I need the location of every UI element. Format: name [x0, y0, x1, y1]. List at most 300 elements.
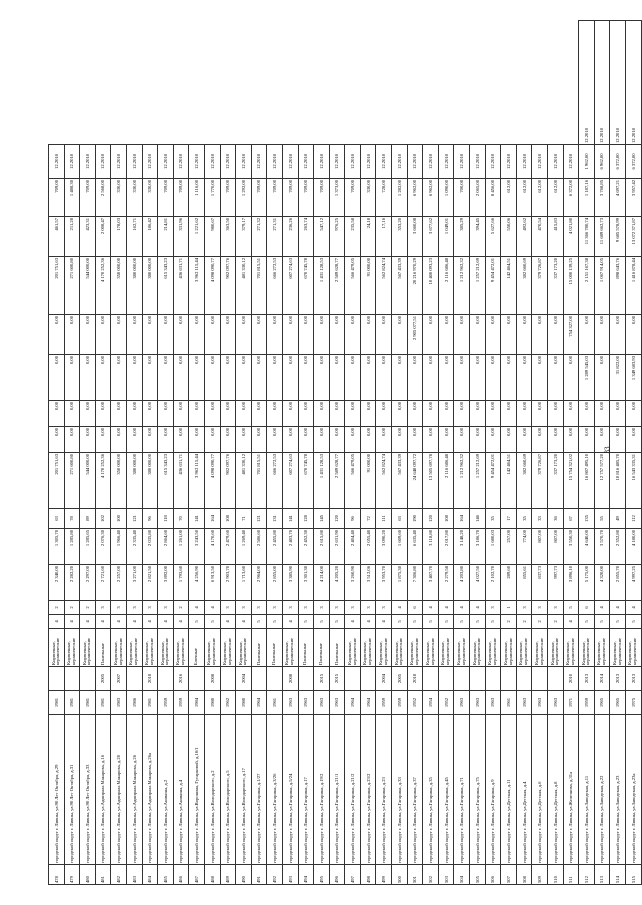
table-cell: 709,00 — [267, 179, 283, 217]
table-cell: 271 600,80 — [64, 453, 80, 509]
table-cell: 4 021,80 — [563, 217, 579, 257]
table-cell: 24 648 097,72 — [407, 453, 423, 509]
table-cell: городской округ г. Ливны, ул.Гагарина, д.3/26 — [267, 715, 283, 865]
table-cell: 1 212 962,32 — [454, 257, 470, 315]
table-cell: 461,57 — [49, 217, 65, 257]
table-cell: 4 — [282, 615, 298, 629]
table-cell: Кирпичные, керамические — [345, 629, 361, 667]
table-cell: 330,00 — [360, 179, 376, 217]
table-cell: 235,58 — [345, 217, 361, 257]
table-row — [126, 21, 142, 885]
table-cell: 2 282,20 — [64, 565, 80, 601]
table-cell: 4 697,21 — [610, 179, 626, 217]
rotated-table — [48, 20, 638, 885]
table-cell — [532, 667, 548, 691]
table-cell: 1963 — [470, 691, 486, 715]
table-cell: 1964 — [251, 691, 267, 715]
table-cell: 0,00 — [126, 355, 142, 401]
table-cell: 0,00 — [314, 355, 330, 401]
table-cell: 0,00 — [376, 355, 392, 401]
table-cell: 4 203,80 — [454, 565, 470, 601]
table-row — [189, 21, 205, 885]
table-cell: 12.2018 — [423, 145, 439, 179]
table-cell: 380 000,00 — [126, 453, 142, 509]
table-cell: 201 751,63 — [49, 257, 65, 315]
table-cell: 6 372,00 — [610, 145, 626, 179]
table-cell: 2016 — [173, 667, 189, 691]
table-cell: 0,00 — [298, 315, 314, 355]
table-cell: 4 256,90 — [189, 565, 205, 601]
table-cell: 5 — [267, 615, 283, 629]
table-cell: 2010 — [563, 667, 579, 691]
table-cell: 3 — [95, 601, 111, 615]
table-cell: 0,00 — [220, 401, 236, 427]
table-cell: городской округ г. Ливны, ул.Адмирала Макарова, д.20 — [111, 715, 127, 865]
table-cell: 146 — [470, 509, 486, 529]
table-cell: Кирпичные, керамические — [220, 629, 236, 667]
table-cell: 3 090,20 — [376, 529, 392, 565]
table-cell: 0,00 — [423, 355, 439, 401]
table-cell: 3 550,30 — [563, 529, 579, 565]
table-cell: 1 488,30 — [64, 179, 80, 217]
table-cell: городской округ г. Ливны, ул.Детская, д.8 — [548, 715, 564, 865]
table-cell: 71 — [236, 509, 252, 529]
table-cell: 0,00 — [579, 401, 595, 427]
table-cell: 2 076,30 — [95, 529, 111, 565]
table-cell: 1965 — [594, 691, 610, 715]
table-cell: 1963 — [548, 691, 564, 715]
table-cell: 12.2018 — [501, 145, 517, 179]
table-cell: 0,00 — [516, 427, 532, 453]
table-cell: 5 — [438, 615, 454, 629]
table-cell — [64, 667, 80, 691]
table-cell: 164 — [204, 509, 220, 529]
table-cell: 12.2018 — [298, 145, 314, 179]
table-cell: 100 — [111, 509, 127, 529]
table-cell: 3 — [251, 601, 267, 615]
table-cell: 3 677,62 — [423, 217, 439, 257]
table-cell: 0,00 — [189, 427, 205, 453]
table-cell: 709,00 — [49, 179, 65, 217]
table-cell: 4 170,60 — [204, 529, 220, 565]
table-row — [392, 21, 408, 885]
table-cell: 5 — [329, 615, 345, 629]
table-cell: 6 962,00 — [423, 179, 439, 217]
table-cell: 4 — [189, 601, 205, 615]
table-row — [220, 21, 236, 885]
table-cell: 16 543 335,31 — [625, 453, 641, 509]
table-cell: 1952 — [407, 691, 423, 715]
table-cell: Кирпичные, керамические — [516, 629, 532, 667]
table-row — [158, 21, 174, 885]
table-cell: 271,31 — [267, 217, 283, 257]
table-cell: городской округ г. Ливны, ул.Аникина, д.4 — [173, 715, 189, 865]
table-cell: 289,60 — [501, 565, 517, 601]
table-cell: 5 — [423, 615, 439, 629]
table-cell — [454, 667, 470, 691]
table-cell: городской округ г. Ливны, ул.Заводская, д.22 — [594, 715, 610, 865]
table-cell: 7 306,80 — [407, 565, 423, 601]
table-cell: 5 — [610, 615, 626, 629]
table-cell: 6 635,40 — [407, 529, 423, 565]
table-cell: 0,00 — [376, 315, 392, 355]
table-cell: 0,00 — [594, 315, 610, 355]
table-cell: 0,00 — [548, 315, 564, 355]
table-cell: 547,12 — [314, 217, 330, 257]
table-cell: городской округ г. Ливны, ул.Гагарина, д.71 — [454, 715, 470, 865]
table-cell: 13 072 371,87 — [625, 217, 641, 257]
table-cell: 0,00 — [173, 427, 189, 453]
table-cell: 0,00 — [111, 401, 127, 427]
table-cell: 4 — [345, 615, 361, 629]
table-cell: городской округ г. Ливны, ул.Гагарина, д.21/1 — [329, 715, 345, 865]
table-cell: 4 — [423, 601, 439, 615]
table-cell: 495 — [314, 865, 330, 885]
table-cell: 2 479,60 — [220, 529, 236, 565]
table-cell: 0,00 — [204, 315, 220, 355]
table-cell: 2008 — [204, 667, 220, 691]
table-cell: 0,00 — [329, 401, 345, 427]
table-cell: 754 327,00 — [563, 315, 579, 355]
table-cell: 0,00 — [532, 355, 548, 401]
table-cell: 4 170 252,36 — [95, 257, 111, 315]
table-cell: 0,00 — [111, 315, 127, 355]
table-cell: 612,00 — [501, 179, 517, 217]
table-cell: 492 — [267, 865, 283, 885]
table-row — [267, 21, 283, 885]
table-cell: 190 — [407, 509, 423, 529]
table-cell: 5 — [407, 615, 423, 629]
table-cell: 615 343,23 — [158, 257, 174, 315]
table-cell: 5 — [314, 615, 330, 629]
table-cell: Кирпичные, керамические — [548, 629, 564, 667]
table-cell: 1984 — [189, 691, 205, 715]
table-cell: городской округ г. Ливны, ул.Воронина, Гусарковой, д.10/1 — [189, 715, 205, 865]
table-cell: 1 289 545,03 — [579, 355, 595, 401]
table-cell: 0,00 — [423, 427, 439, 453]
table-cell: 666 272,53 — [267, 453, 283, 509]
table-row — [80, 21, 96, 885]
table-cell: 0,00 — [563, 427, 579, 453]
table-cell: городской округ г. Ливны, ул.Гагарина, д.23 — [376, 715, 392, 865]
table-cell: 12.2018 — [438, 145, 454, 179]
table-cell: 0,00 — [126, 315, 142, 355]
table-cell: городской округ г. Ливны, ул.Детская, д.11 — [501, 715, 517, 865]
table-body — [49, 21, 642, 885]
table-cell: 1 875,30 — [392, 565, 408, 601]
table-cell: 2 116 686,48 — [438, 453, 454, 509]
table-cell: 0,00 — [236, 315, 252, 355]
table-cell: 0,00 — [345, 315, 361, 355]
table-cell: 350 000,00 — [111, 257, 127, 315]
table-cell: 1 049,01 — [438, 217, 454, 257]
table-cell: 1965 — [610, 691, 626, 715]
table-cell: 544 000,00 — [80, 453, 96, 509]
table-cell: 902 097,76 — [220, 453, 236, 509]
table-cell: 3 892,00 — [158, 565, 174, 601]
table-cell: 0,00 — [610, 315, 626, 355]
table-cell: 512 — [579, 865, 595, 885]
table-cell: 0,00 — [516, 315, 532, 355]
table-cell: 436 631,71 — [173, 257, 189, 315]
table-cell: 2 452,30 — [298, 529, 314, 565]
table-row — [251, 21, 267, 885]
table-cell: 500 — [392, 865, 408, 885]
table-cell: 0,00 — [204, 401, 220, 427]
table-cell: 0,00 — [392, 355, 408, 401]
table-cell: 1 292,00 — [236, 179, 252, 217]
table-cell: 12.2018 — [189, 145, 205, 179]
table-cell: Блочные — [189, 629, 205, 667]
table-cell: 0,00 — [95, 401, 111, 427]
table-cell: Кирпичные, керамические — [438, 629, 454, 667]
table-cell: 1959 — [376, 691, 392, 715]
table-cell: 515 — [625, 865, 641, 885]
table-cell: Кирпичные, керамические — [594, 629, 610, 667]
table-cell: 5 — [470, 615, 486, 629]
table-cell: 0,00 — [64, 315, 80, 355]
table-cell: 11 366 780,74 — [579, 217, 595, 257]
table-cell: 4 — [126, 615, 142, 629]
table-cell: 0,00 — [454, 355, 470, 401]
table-cell: 0,00 — [314, 315, 330, 355]
table-cell: 112 — [625, 509, 641, 529]
table-cell: 0,00 — [501, 355, 517, 401]
table-cell: 0,00 — [298, 355, 314, 401]
table-cell: 379,17 — [236, 217, 252, 257]
table-cell: 2013 — [625, 667, 641, 691]
table-cell: 0,00 — [173, 401, 189, 427]
table-cell: 2 008,47 — [95, 217, 111, 257]
table-cell: 1961 — [267, 691, 283, 715]
table-cell: 6 — [407, 601, 423, 615]
table-cell: 2013 — [579, 667, 595, 691]
table-cell: 2014 — [594, 667, 610, 691]
table-cell: 0,00 — [298, 427, 314, 453]
table-cell: 0,00 — [392, 427, 408, 453]
table-cell: 35 — [485, 509, 501, 529]
table-cell: 2 335,40 — [126, 529, 142, 565]
table-cell: 666 272,53 — [267, 257, 283, 315]
table-cell: Панельные — [314, 629, 330, 667]
table-cell: 0,00 — [95, 315, 111, 355]
table-cell: 0,00 — [563, 355, 579, 401]
table-cell: 0,00 — [625, 315, 641, 355]
table-cell: 0,00 — [454, 315, 470, 355]
table-cell: 0,00 — [501, 427, 517, 453]
table-cell: 4 — [173, 615, 189, 629]
table-cell: 494 — [298, 865, 314, 885]
table-cell: 3 407,70 — [423, 565, 439, 601]
table-cell: 3 570,70 — [594, 529, 610, 565]
table-cell: 709,00 — [220, 179, 236, 217]
table-cell: 186,42 — [142, 217, 158, 257]
table-cell: 12.2018 — [236, 145, 252, 179]
table-cell: 2 — [64, 601, 80, 615]
table-cell: 3 — [376, 601, 392, 615]
table-row — [64, 21, 80, 885]
table-cell: 4 205,20 — [329, 565, 345, 601]
table-cell: 12.2018 — [407, 145, 423, 179]
table-cell: 118 — [158, 509, 174, 529]
table-cell: 2 589 628,77 — [329, 453, 345, 509]
table-cell: 0,00 — [142, 355, 158, 401]
table-cell: 2007 — [111, 667, 127, 691]
table-cell: 2 855,00 — [267, 565, 283, 601]
table-cell: Кирпичные, керамические — [470, 629, 486, 667]
table-cell: 0,00 — [610, 427, 626, 453]
table-cell: 0,00 — [516, 401, 532, 427]
table-cell: 4 — [220, 615, 236, 629]
table-cell: 12.2018 — [49, 145, 65, 179]
table-cell: 33 — [532, 509, 548, 529]
table-cell: 12.2018 — [282, 145, 298, 179]
table-row — [407, 21, 423, 885]
table-cell: Кирпичные, керамические — [392, 629, 408, 667]
table-cell — [158, 667, 174, 691]
table-cell: 2004 — [376, 667, 392, 691]
table-cell: 511 — [563, 865, 579, 885]
table-cell: 96 — [345, 509, 361, 529]
table-cell: 3 — [111, 601, 127, 615]
table-cell: 0,00 — [594, 427, 610, 453]
table-row — [173, 21, 189, 885]
table-cell: 0,00 — [173, 315, 189, 355]
table-cell: 0,00 — [329, 315, 345, 355]
table-cell: 3 271,00 — [126, 565, 142, 601]
table-cell: 3 385,90 — [282, 565, 298, 601]
table-cell: 2 905 077,51 — [407, 315, 423, 355]
table-cell: 0,00 — [485, 355, 501, 401]
table-cell: 709,00 — [173, 179, 189, 217]
table-cell: 49 — [610, 509, 626, 529]
table-cell: 5 — [251, 615, 267, 629]
page-number: 33 — [603, 446, 612, 454]
table-cell: 506 — [485, 865, 501, 885]
table-cell: 1 373,00 — [329, 179, 345, 217]
table-cell: 3 186,70 — [470, 529, 486, 565]
table-cell: 0,00 — [454, 427, 470, 453]
table-cell: 0,00 — [126, 401, 142, 427]
table-cell: 8 456,00 — [485, 179, 501, 217]
table-cell: 6 962,00 — [407, 179, 423, 217]
table-cell: 102 — [95, 509, 111, 529]
table-cell: 1 349 683,93 — [625, 355, 641, 401]
table-cell: 5 — [579, 615, 595, 629]
table-cell: Кирпичные, керамические — [360, 629, 376, 667]
table-cell: 0,00 — [470, 355, 486, 401]
table-cell: 0,00 — [314, 427, 330, 453]
table-cell: 4 — [438, 601, 454, 615]
table-cell: 423,31 — [80, 217, 96, 257]
table-cell: 211,28 — [64, 217, 80, 257]
table-cell: 0,00 — [329, 427, 345, 453]
table-cell: 0,00 — [329, 355, 345, 401]
table-cell: 380 000,00 — [142, 257, 158, 315]
table-cell: 271,32 — [251, 217, 267, 257]
table-cell: городской округ г. Ливны, ул.Адмирала Макарова, д.26а — [142, 715, 158, 865]
table-cell: городской округ г. Ливны, ул.Детская, д.4 — [516, 715, 532, 865]
table-cell — [126, 667, 142, 691]
table-cell: 0,00 — [282, 355, 298, 401]
table-cell: 807,00 — [548, 529, 564, 565]
table-cell: 2 — [532, 615, 548, 629]
table-cell: 13 505 697,78 — [423, 453, 439, 509]
table-cell: 1981 — [95, 691, 111, 715]
table-cell: 484 — [142, 865, 158, 885]
table-cell: 499 — [376, 865, 392, 885]
table-cell: 2 — [516, 615, 532, 629]
table-cell: 0,00 — [516, 355, 532, 401]
table-cell: 2 035,80 — [142, 529, 158, 565]
table-cell: городской округ г. Ливны, ул.Адмирала Макарова, д.16 — [95, 715, 111, 865]
table-cell: 120 — [423, 509, 439, 529]
table-cell: 3 — [267, 601, 283, 615]
table-cell: 0,00 — [204, 427, 220, 453]
table-cell: 1 431 128,53 — [314, 453, 330, 509]
table-cell: 562 824,74 — [376, 257, 392, 315]
table-cell: Кирпичные, керамические — [282, 629, 298, 667]
table-row — [454, 21, 470, 885]
table-cell: 567 433,39 — [392, 453, 408, 509]
table-cell: городской округ г. Ливны, ул.Володарского, д.2 — [204, 715, 220, 865]
table-cell: 1971 — [563, 691, 579, 715]
table-row — [142, 21, 158, 885]
table-cell: 2 — [501, 615, 517, 629]
table-cell: Кирпичные, керамические — [454, 629, 470, 667]
table-cell: 1 680,03 — [485, 529, 501, 565]
table-cell: 145 — [314, 509, 330, 529]
table-cell: 3 — [516, 601, 532, 615]
table-cell: 612,00 — [548, 179, 564, 217]
table-cell: 3 — [548, 601, 564, 615]
table-cell: 492,62 — [516, 217, 532, 257]
table-cell: 331,96 — [173, 217, 189, 257]
table-cell: 379 726,87 — [532, 453, 548, 509]
table-cell: 0,00 — [64, 401, 80, 427]
table-cell: 12.2018 — [251, 145, 267, 179]
table-cell: 1 962,00 — [579, 145, 595, 179]
table-cell: 12.2018 — [516, 145, 532, 179]
table-cell: 337 173,20 — [548, 257, 564, 315]
table-cell: 1 212 962,32 — [454, 453, 470, 509]
table-cell: 2 404,40 — [345, 529, 361, 565]
table-cell: 1959 — [579, 691, 595, 715]
table-cell: 63 — [49, 509, 65, 529]
table-cell: 1983 — [111, 691, 127, 715]
table-cell: 36 — [548, 509, 564, 529]
table-cell: 385,29 — [454, 217, 470, 257]
table-cell: 1 285,80 — [64, 529, 80, 565]
table-cell: 12.2018 — [532, 145, 548, 179]
table-cell: 481 330,12 — [236, 257, 252, 315]
table-cell: 4 — [236, 615, 252, 629]
table-cell: 2 589 628,77 — [329, 257, 345, 315]
table-cell: 2 055,40 — [360, 529, 376, 565]
table-cell: городской округ г. Ливны, ул.Гагарина, д.37 — [407, 715, 423, 865]
table-cell: 0,00 — [251, 401, 267, 427]
table-cell: 487 — [189, 865, 205, 885]
table-cell: 2 586,60 — [251, 529, 267, 565]
table-cell: 436 631,71 — [173, 453, 189, 509]
table-cell: 0,00 — [236, 355, 252, 401]
table-cell: городской округ г. Ливны, ул.90 Лет Октября, д.31 — [64, 715, 80, 865]
table-cell: 0,00 — [360, 355, 376, 401]
table-cell: 0,00 — [407, 401, 423, 427]
table-cell: 2 116 686,48 — [438, 257, 454, 315]
table-cell: городской округ г. Ливны, ул.Аникина, д.2 — [158, 715, 174, 865]
table-cell: 1963 — [454, 691, 470, 715]
